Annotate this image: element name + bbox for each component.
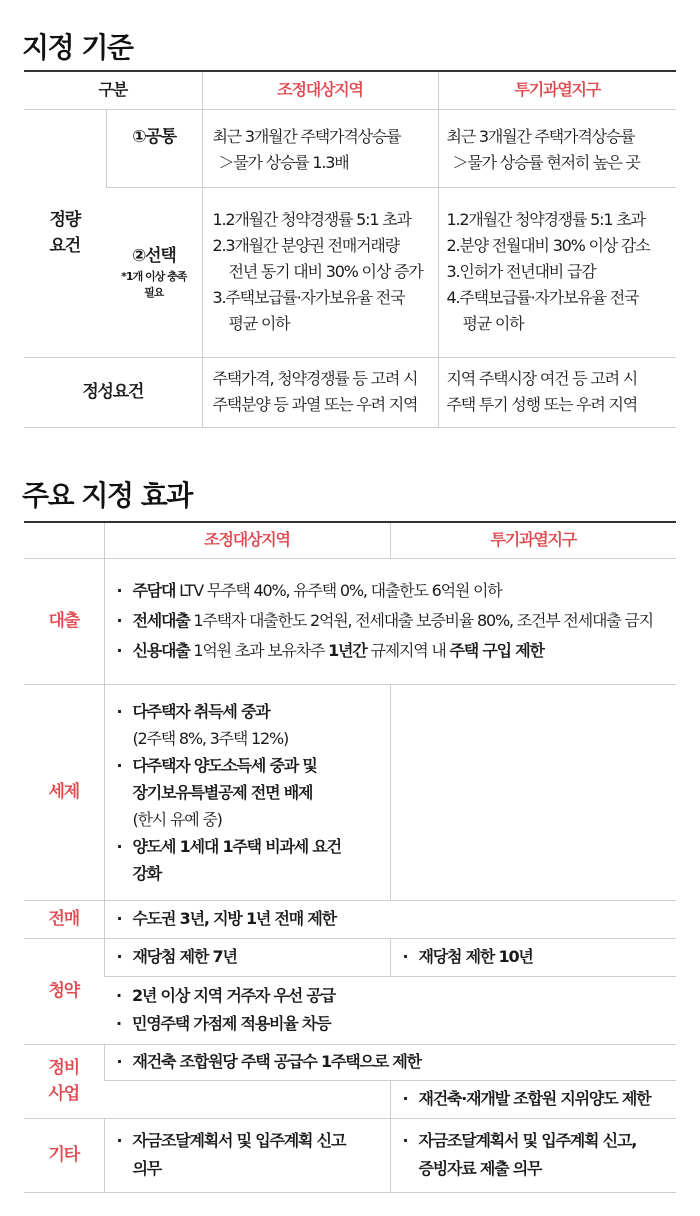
etc-adjustment: · 자금조달계획서 및 입주계획 신고 의무	[104, 1118, 390, 1192]
row-etc	[24, 1118, 676, 1192]
tax-label: 세제	[24, 684, 104, 900]
select-note: *1개 이상 충족 필요	[121, 270, 187, 299]
select-spec-item: 1.2개월간 청약경쟁률 5:1 초과	[446, 210, 645, 229]
row-redevelopment-common	[24, 1044, 676, 1080]
loan-item-jeonse: · 전세대출 1주택자 대출한도 2억원, 전세대출 보증비율 80%, 조건부 전세대출 금지	[105, 606, 677, 636]
criteria-table	[24, 70, 676, 428]
quantitative-label: 정량 요건	[24, 109, 106, 357]
row-redevelopment-split	[24, 1080, 676, 1118]
common-label: ①공통	[106, 109, 202, 187]
header-adjustment-area: 조정대상지역	[202, 71, 438, 109]
select-spec-item: 2.분양 전월대비 30% 이상 감소	[446, 236, 650, 255]
select-adj-item: 1.2개월간 청약경쟁률 5:1 초과	[212, 210, 411, 229]
header-blank	[24, 522, 104, 558]
row-common	[24, 109, 676, 187]
header-category: 구분	[24, 71, 202, 109]
qualitative-speculation-cell: 지역 주택시장 여건 등 고려 시 주택 투기 성행 또는 우려 지역	[438, 357, 676, 427]
select-label: ②선택 *1개 이상 충족 필요	[106, 187, 202, 357]
row-subscription-split	[24, 938, 676, 976]
etc-speculation: · 자금조달계획서 및 입주계획 신고, 증빙자료 제출 의무	[390, 1118, 676, 1192]
loan-item-credit: · 신용대출 1억원 초과 보유차주 1년간 규제지역 내 주택 구입 제한	[105, 636, 677, 666]
select-adjustment-cell	[202, 187, 438, 357]
tax-item-acquisition: · 다주택자 취득세 중과 (2주택 8%, 3주택 12%)	[105, 698, 390, 752]
redevelopment-speculation: · 재건축·재개발 조합원 지위양도 제한	[390, 1080, 676, 1118]
tax-item-exemption: · 양도세 1세대 1주택 비과세 요건 강화	[105, 833, 390, 887]
select-spec-item: 4.주택보급률·자가보유율 전국 평균 이하	[446, 288, 639, 333]
tax-content	[104, 684, 390, 900]
qualitative-adjustment-cell: 주택가격, 청약경쟁률 등 고려 시 주택분양 등 과열 또는 우려 지역	[202, 357, 438, 427]
select-speculation-cell	[438, 187, 676, 357]
loan-content	[104, 558, 676, 684]
header-speculation-zone: 투기과열지구	[438, 71, 676, 109]
criteria-header-row	[24, 71, 676, 109]
redevelopment-label: 정비 사업	[24, 1044, 104, 1118]
row-loan	[24, 558, 676, 684]
row-qualitative	[24, 357, 676, 427]
loan-item-mortgage: · 주담대 LTV 무주택 40%, 유주택 0%, 대출한도 6억원 이하	[105, 576, 677, 606]
subscription-label: 청약	[24, 938, 104, 1044]
tax-speculation-empty	[390, 684, 676, 900]
select-spec-item: 3.인허가 전년대비 급감	[446, 262, 596, 281]
redevelopment-common: · 재건축 조합원당 주택 공급수 1주택으로 제한	[104, 1044, 676, 1080]
row-tax	[24, 684, 676, 900]
common-adjustment-cell: 최근 3개월간 주택가격상승률 ＞물가 상승률 1.3배	[202, 109, 438, 187]
effects-table	[24, 521, 676, 1193]
subscription-common: · 2년 이상 지역 거주자 우선 공급 · 민영주택 가점제 적용비율 차등	[104, 976, 676, 1044]
row-select	[24, 187, 676, 357]
section-title-effects: 주요 지정 효과	[22, 479, 192, 512]
row-resale	[24, 900, 676, 938]
header-adjustment-area: 조정대상지역	[104, 522, 390, 558]
redevelopment-adjustment-empty	[104, 1080, 390, 1118]
row-subscription-common	[24, 976, 676, 1044]
tax-item-transfer: · 다주택자 양도소득세 중과 및 장기보유특별공제 전면 배제 (한시 유예 중)	[105, 752, 390, 833]
select-adj-item: 3.주택보급률·자가보유율 전국 평균 이하	[212, 288, 405, 333]
select-adj-item: 2.3개월간 분양권 전매거래량 전년 동기 대비 30% 이상 증가	[212, 236, 423, 281]
etc-label: 기타	[24, 1118, 104, 1192]
header-speculation-zone: 투기과열지구	[390, 522, 676, 558]
resale-content: · 수도권 3년, 지방 1년 전매 제한	[104, 900, 676, 938]
loan-label: 대출	[24, 558, 104, 684]
subscription-adjustment: · 재당첨 제한 7년	[104, 938, 390, 976]
section-title-criteria: 지정 기준	[22, 31, 133, 64]
qualitative-label: 정성요건	[24, 357, 202, 427]
effects-header-row	[24, 522, 676, 558]
common-speculation-cell: 최근 3개월간 주택가격상승률 ＞물가 상승률 현저히 높은 곳	[438, 109, 676, 187]
subscription-speculation: · 재당첨 제한 10년	[390, 938, 676, 976]
resale-label: 전매	[24, 900, 104, 938]
